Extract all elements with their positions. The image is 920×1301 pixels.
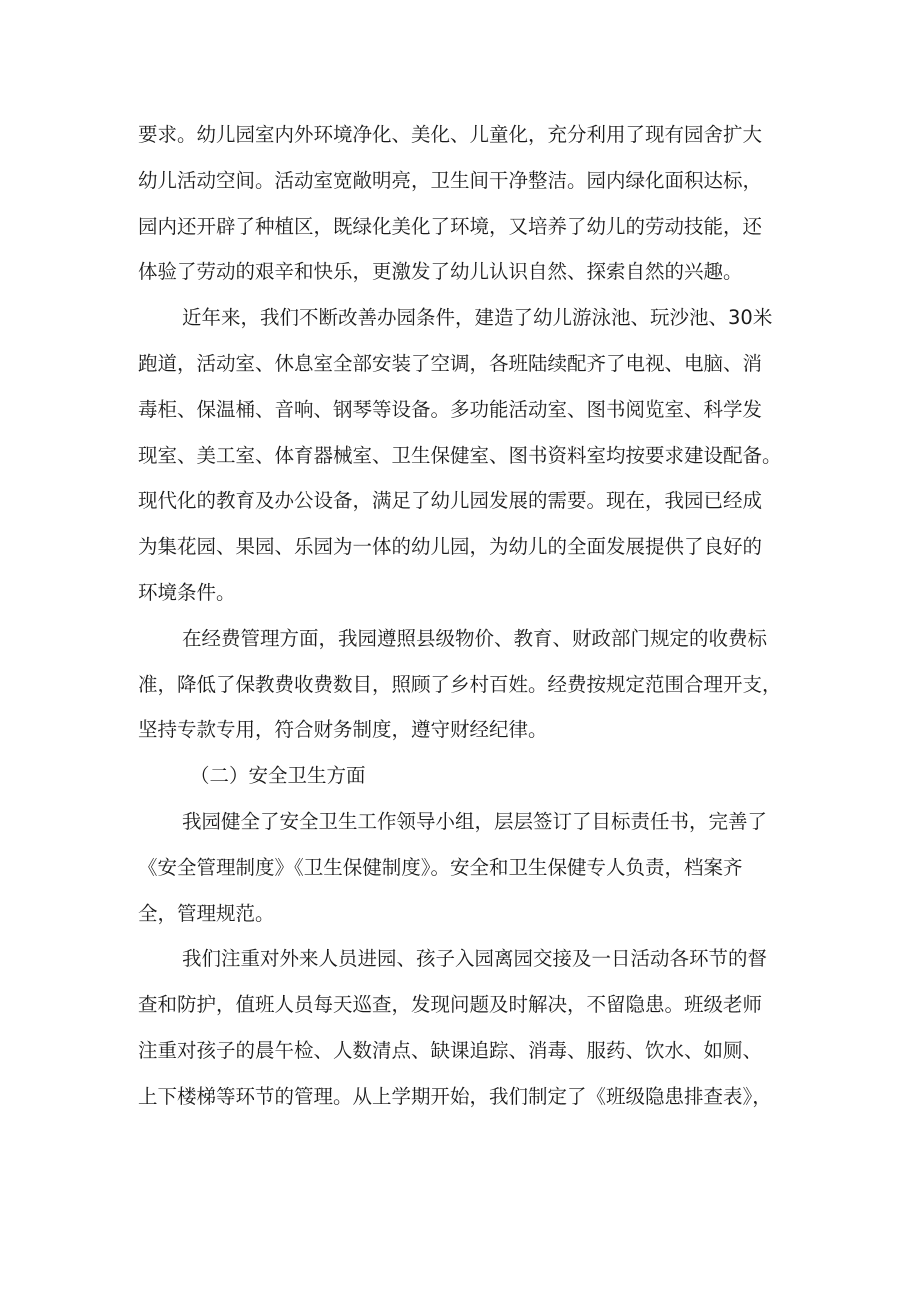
section-heading: （二）安全卫生方面 (190, 764, 366, 788)
text-line: 跑道，活动室、休息室全部安装了空调，各班陆续配齐了电视、电脑、消 (138, 351, 763, 375)
text-line: 全，管理规范。 (138, 901, 275, 925)
text-line: 现室、美工室、体育器械室、卫生保健室、图书资料室均按要求建设配备。 (138, 443, 782, 467)
paragraph-first-line: 我园健全了安全卫生工作领导小组，层层签订了目标责任书，完善了 (182, 809, 768, 833)
text-line: 幼儿活动空间。活动室宽敞明亮，卫生间干净整洁。园内绿化面积达标， (138, 168, 763, 192)
paragraph-first-line: 我们注重对外来人员进园、孩子入园离园交接及一日活动各环节的督 (182, 947, 768, 971)
text-line: 环境条件。 (138, 580, 236, 604)
text-line: 毒柜、保温桶、音响、钢琴等设备。多功能活动室、图书阅览室、科学发 (138, 397, 763, 421)
paragraph-first-line: 近年来，我们不断改善办园条件，建造了幼儿游泳池、玩沙池、30米 (182, 306, 773, 330)
text-line: 坚持专款专用，符合财务制度，遵守财经纪律。 (138, 718, 548, 742)
text-line: 体验了劳动的艰辛和快乐，更激发了幼儿认识自然、探索自然的兴趣。 (138, 260, 743, 284)
text-line: 《安全管理制度》《卫生保健制度》。安全和卫生保健专人负责，档案齐 (138, 855, 743, 879)
text-line: 查和防护，值班人员每天巡查，发现问题及时解决，不留隐患。班级老师 (138, 993, 763, 1017)
document-body (138, 112, 790, 1120)
text-line: 园内还开辟了种植区，既绿化美化了环境，又培养了幼儿的劳动技能，还 (138, 214, 763, 238)
text-line: 上下楼梯等环节的管理。从上学期开始，我们制定了《班级隐患排查表》， (138, 1084, 772, 1108)
text-line: 要求。幼儿园室内外环境净化、美化、儿童化，充分利用了现有园舍扩大 (138, 123, 763, 146)
text-line: 为集花园、果园、乐园为一体的幼儿园，为幼儿的全面发展提供了良好的 (138, 535, 763, 559)
text-line: 注重对孩子的晨午检、人数清点、缺课追踪、消毒、服药、饮水、如厕、 (138, 1038, 763, 1062)
paragraph-first-line: 在经费管理方面，我园遵照县级物价、教育、财政部门规定的收费标 (182, 626, 768, 650)
text-line: 准，降低了保教费收费数目，照顾了乡村百姓。经费按规定范围合理开支， (138, 672, 782, 696)
text-line: 现代化的教育及办公设备，满足了幼儿园发展的需要。现在，我园已经成 (138, 489, 763, 513)
